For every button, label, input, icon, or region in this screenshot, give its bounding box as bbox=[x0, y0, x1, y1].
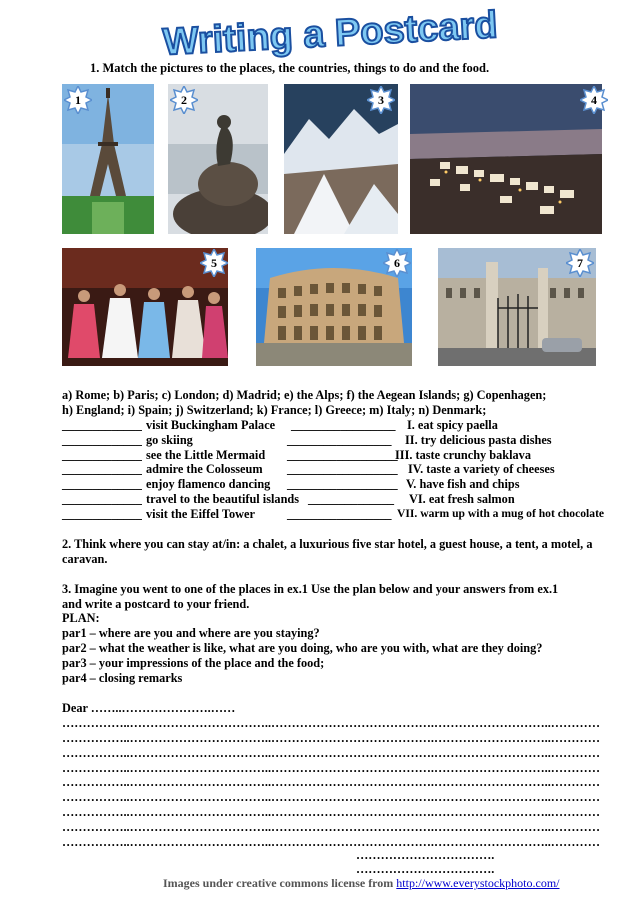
answer-blank[interactable]: __________________ bbox=[287, 477, 398, 492]
badge-3 bbox=[367, 86, 395, 114]
badge-5 bbox=[200, 249, 228, 277]
writing-line[interactable]: ……………..……………………………..………………………………….………………………..………… bbox=[62, 775, 600, 790]
activity-label: travel to the beautiful islands bbox=[146, 492, 300, 507]
matching-row bbox=[62, 433, 632, 448]
exercise-1-instruction: 1. Match the pictures to the places, the countries, things to do and the food. bbox=[90, 61, 490, 75]
writing-line[interactable]: ……………..……………………………..………………………………….………………………..………… bbox=[62, 790, 600, 805]
signature-line[interactable]: ……………………………. bbox=[356, 862, 495, 876]
badge-1 bbox=[64, 86, 92, 114]
answer-blank[interactable]: ______________ bbox=[308, 492, 395, 507]
activity-label: enjoy flamenco dancing bbox=[146, 477, 271, 492]
answer-blank[interactable]: _________________ bbox=[291, 417, 396, 432]
places-list-line-1: a) Rome; b) Paris; c) London; d) Madrid; e) the Alps; f) the Aegean Islands; g) Copenhagen; bbox=[62, 388, 547, 402]
food-label: V. have fish and chips bbox=[406, 477, 520, 492]
writing-line[interactable]: ……………..……………………………..………………………………….………………………..………… bbox=[62, 835, 600, 850]
places-list-line-2: h) England; i) Spain; j) Switzerland; k) France; l) Greece; m) Italy; n) Denmark; bbox=[62, 402, 487, 417]
answer-blank[interactable]: _________________ bbox=[287, 432, 392, 447]
badge-2 bbox=[170, 86, 198, 114]
food-label: VII. warm up with a mug of hot chocolate bbox=[397, 507, 605, 521]
activity-label: visit the Eiffel Tower bbox=[146, 507, 255, 522]
plan-item: par4 – closing remarks bbox=[62, 671, 183, 686]
activity-label: admire the Colosseum bbox=[146, 462, 263, 477]
writing-line[interactable]: ……………..……………………………..………………………………….………………………..………… bbox=[62, 745, 600, 760]
credit-link[interactable]: http://www.everystockphoto.com/ bbox=[396, 876, 560, 890]
credit-text: Images under creative commons license from bbox=[163, 876, 394, 890]
food-label: I. eat spicy paella bbox=[407, 417, 498, 432]
plan-label: PLAN: bbox=[62, 611, 100, 626]
answer-blank[interactable]: _____________ bbox=[62, 462, 142, 477]
plan-item: par1 – where are you and where are you staying? bbox=[62, 626, 320, 641]
writing-line[interactable]: ……………..……………………………..………………………………….………………………..………… bbox=[62, 760, 600, 775]
answer-blank[interactable]: _____________ bbox=[62, 477, 142, 492]
matching-row bbox=[62, 477, 632, 492]
exercise-3-line-2: and write a postcard to your friend. bbox=[62, 596, 250, 611]
answer-blank[interactable]: _____________ bbox=[62, 447, 142, 462]
matching-row bbox=[62, 462, 632, 477]
answer-blank[interactable]: __________________ bbox=[287, 447, 398, 462]
activity-label: go skiing bbox=[146, 432, 193, 447]
badge-6 bbox=[383, 249, 411, 277]
food-label: II. try delicious pasta dishes bbox=[405, 432, 552, 447]
matching-row bbox=[62, 418, 632, 433]
badge-number: 6 bbox=[394, 256, 400, 270]
worksheet-text bbox=[62, 388, 632, 850]
writing-line[interactable]: ……………..……………………………..………………………………….………………………..………… bbox=[62, 730, 600, 745]
badge-number: 7 bbox=[577, 256, 583, 270]
writing-line[interactable]: ……………..……………………………..………………………………….………………………..………… bbox=[62, 805, 600, 820]
badge-7 bbox=[566, 249, 594, 277]
writing-line[interactable]: ……………..……………………………..………………………………….………………………..………… bbox=[62, 715, 600, 730]
signature-line[interactable]: ……………………………. bbox=[356, 848, 495, 862]
exercise-2-line-1: 2. Think where you can stay at/in: a chalet, a luxurious five star hotel, a guest house, a tent, a motel, a bbox=[62, 536, 593, 551]
matching-row bbox=[62, 507, 632, 522]
plan-item: par3 – your impressions of the place and the food; bbox=[62, 656, 325, 671]
plan-item: par2 – what the weather is like, what are you doing, who are you with, what are they doing? bbox=[62, 641, 543, 656]
image-credit bbox=[163, 876, 560, 891]
answer-blank[interactable]: __________________ bbox=[287, 462, 398, 477]
food-label: VI. eat fresh salmon bbox=[409, 492, 515, 507]
badge-number: 2 bbox=[181, 93, 187, 107]
badge-number: 1 bbox=[75, 93, 81, 107]
badge-number: 3 bbox=[378, 93, 384, 107]
photo-aegean-islands bbox=[410, 84, 602, 234]
answer-blank[interactable]: _____________ bbox=[62, 507, 142, 522]
badge-number: 5 bbox=[211, 256, 217, 270]
answer-blank[interactable]: _____________ bbox=[62, 417, 142, 432]
food-label: III. taste crunchy baklava bbox=[395, 447, 531, 462]
food-label: IV. taste a variety of cheeses bbox=[408, 462, 555, 477]
badge-4 bbox=[580, 86, 608, 114]
page-title bbox=[160, 2, 500, 60]
activity-label: visit Buckingham Palace bbox=[146, 417, 276, 432]
activity-label: see the Little Mermaid bbox=[146, 447, 266, 462]
answer-blank[interactable]: _________________ bbox=[287, 507, 392, 522]
svg-text:Writing a Postcard: Writing a Postcard bbox=[161, 4, 499, 60]
matching-row bbox=[62, 492, 632, 507]
exercise-3-line-1: 3. Imagine you went to one of the places in ex.1 Use the plan below and your answers from ex.1 bbox=[62, 581, 559, 596]
matching-row bbox=[62, 448, 632, 463]
exercise-2-line-2: caravan. bbox=[62, 551, 108, 566]
answer-blank[interactable]: _____________ bbox=[62, 492, 142, 507]
badge-number: 4 bbox=[591, 93, 597, 107]
postcard-greeting-line[interactable]: Dear ……..………………….…… bbox=[62, 700, 236, 715]
answer-blank[interactable]: _____________ bbox=[62, 432, 142, 447]
writing-line[interactable]: ……………..……………………………..………………………………….………………………..………… bbox=[62, 820, 600, 835]
